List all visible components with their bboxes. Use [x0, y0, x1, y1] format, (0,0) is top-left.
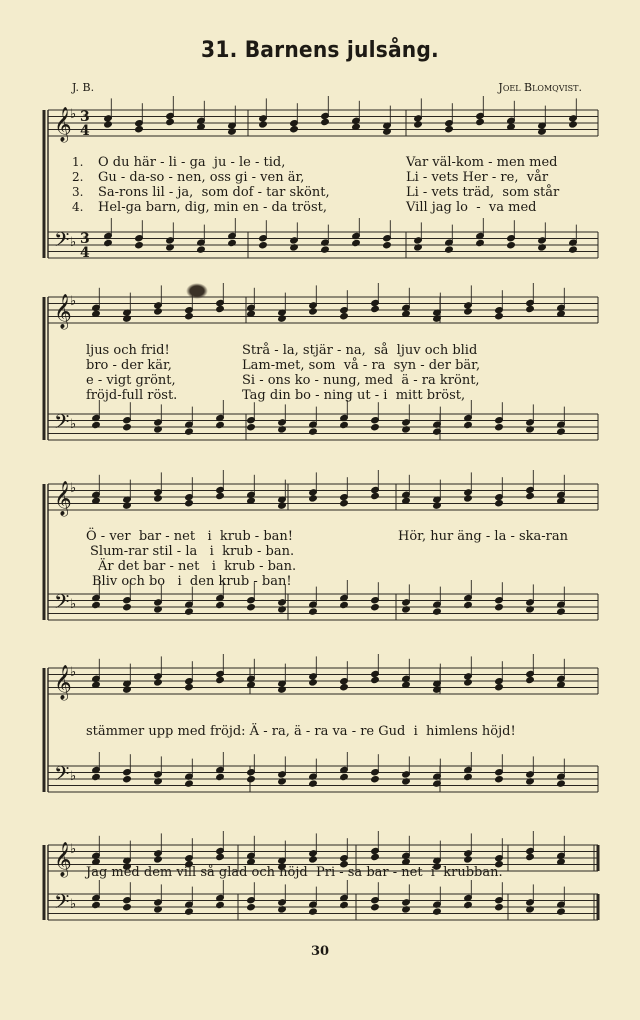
treble-clef: 𝄞 [54, 481, 72, 516]
note-head [433, 908, 442, 915]
lyric-line: Tag din bo - ning ut - i mitt bröst, [242, 388, 466, 403]
lyric-line: Ö - ver bar - net i krub - ban! [86, 529, 293, 544]
note-head [309, 489, 318, 496]
treble-clef: 𝄞 [54, 665, 72, 700]
note-head [464, 495, 473, 502]
note-head [216, 901, 225, 908]
note-head [464, 601, 473, 608]
note-head [526, 486, 535, 493]
note-head [445, 120, 454, 127]
note-head [464, 489, 473, 496]
note-head [185, 500, 194, 507]
flat-sign: ♭ [70, 417, 77, 432]
note-head [371, 897, 380, 904]
note-head [123, 597, 132, 604]
note-head [154, 679, 163, 686]
note-head [340, 678, 349, 685]
note-head [464, 302, 473, 309]
note-head [371, 299, 380, 306]
bass-clef: 𝄢 [54, 890, 70, 918]
note-head [185, 313, 194, 320]
hymn-title: 31. Barnens julsång. [201, 38, 439, 63]
note-head [247, 776, 256, 783]
page-number: 30 [310, 944, 330, 959]
note-head [321, 118, 330, 125]
note-head [340, 773, 349, 780]
note-head [371, 676, 380, 683]
note-head [104, 115, 113, 122]
note-head [154, 850, 163, 857]
note-head [340, 855, 349, 862]
note-head [321, 112, 330, 119]
note-head [309, 780, 318, 787]
note-head [495, 417, 504, 424]
note-head [216, 853, 225, 860]
note-head [495, 597, 504, 604]
lyric-line: Strå - la, stjär - na, så ljuv och blid [242, 343, 478, 358]
note-head [290, 120, 299, 127]
note-head [569, 115, 578, 122]
note-head [216, 670, 225, 677]
note-head [92, 421, 101, 428]
note-head [383, 128, 392, 135]
verse-number: 3. [72, 185, 84, 199]
verse-number: 1. [72, 155, 84, 169]
note-head [247, 604, 256, 611]
note-head [247, 417, 256, 424]
note-head [309, 679, 318, 686]
treble-clef: 𝄞 [54, 294, 72, 329]
note-head [123, 424, 132, 431]
flat-sign: ♭ [70, 294, 77, 309]
note-head [216, 601, 225, 608]
note-head [185, 908, 194, 915]
note-head [495, 307, 504, 314]
note-head [104, 121, 113, 128]
note-head [185, 780, 194, 787]
treble-clef: 𝄞 [54, 842, 72, 877]
note-head [166, 118, 175, 125]
note-head [383, 242, 392, 249]
lyric-line: Bliv och bo i den krub - ban! [92, 574, 292, 589]
lyricist-credit: J. B. [72, 81, 95, 94]
note-head [135, 242, 144, 249]
note-head [383, 235, 392, 242]
time-signature: 4 [80, 123, 90, 139]
note-head [92, 901, 101, 908]
note-head [414, 115, 423, 122]
note-head [247, 897, 256, 904]
note-head [526, 847, 535, 854]
flat-sign: ♭ [70, 842, 77, 857]
note-head [526, 492, 535, 499]
note-head [371, 604, 380, 611]
note-head [216, 847, 225, 854]
bass-clef: 𝄢 [54, 762, 70, 790]
lyric-line: fröjd-full röst. [86, 388, 178, 403]
note-head [402, 899, 411, 906]
note-head [371, 424, 380, 431]
lyric-line: e - vigt grönt, [86, 373, 176, 388]
bass-clef: 𝄢 [54, 410, 70, 438]
note-head [185, 428, 194, 435]
note-head [247, 904, 256, 911]
note-head [538, 237, 547, 244]
note-head [526, 670, 535, 677]
note-head [278, 899, 287, 906]
note-head [185, 855, 194, 862]
lyric-line: stämmer upp med fröjd: Ä - ra, ä - ra va - re Gud i himlens höjd! [86, 724, 516, 739]
lyric-line: bro - der kär, [86, 358, 172, 373]
note-head [216, 676, 225, 683]
note-head [135, 126, 144, 133]
note-head [495, 494, 504, 501]
note-head [278, 419, 287, 426]
treble-clef: 𝄞 [54, 107, 72, 142]
note-head [495, 769, 504, 776]
composer-credit: Joel Blomqvist. [498, 81, 582, 94]
note-head [92, 773, 101, 780]
note-head [216, 486, 225, 493]
note-head [154, 673, 163, 680]
note-head [371, 853, 380, 860]
note-head [247, 769, 256, 776]
note-head [476, 239, 485, 246]
note-head [154, 302, 163, 309]
note-head [278, 315, 287, 322]
note-head [309, 428, 318, 435]
note-head [464, 421, 473, 428]
note-head [278, 599, 287, 606]
note-head [557, 608, 566, 615]
note-head [371, 904, 380, 911]
note-head [216, 492, 225, 499]
note-head [290, 126, 299, 133]
note-head [185, 608, 194, 615]
lyric-line: O du här - li - ga ju - le - tid, [98, 155, 286, 170]
note-head [464, 308, 473, 315]
time-signature: 4 [80, 245, 90, 261]
note-head [476, 118, 485, 125]
note-head [445, 246, 454, 253]
lyric-line: Li - vets Her - re, vår [406, 170, 549, 185]
note-head [569, 246, 578, 253]
note-head [340, 421, 349, 428]
note-head [340, 500, 349, 507]
note-head [445, 126, 454, 133]
note-head [166, 112, 175, 119]
note-head [154, 308, 163, 315]
note-head [309, 608, 318, 615]
note-head [402, 771, 411, 778]
note-head [247, 597, 256, 604]
note-head [185, 684, 194, 691]
flat-sign: ♭ [70, 665, 77, 680]
note-head [371, 492, 380, 499]
note-head [123, 315, 132, 322]
note-head [309, 673, 318, 680]
note-head [495, 678, 504, 685]
lyric-line: Sa-rons lil - ja, som dof - tar skönt, [98, 185, 330, 200]
flat-sign: ♭ [70, 769, 77, 784]
note-head [402, 419, 411, 426]
note-head [340, 307, 349, 314]
note-head [259, 115, 268, 122]
verse-number: 4. [72, 200, 84, 214]
note-head [216, 299, 225, 306]
note-head [340, 684, 349, 691]
note-head [464, 856, 473, 863]
note-head [154, 489, 163, 496]
note-head [135, 235, 144, 242]
note-head [414, 121, 423, 128]
lyric-line: Är det bar - net i krub - ban. [98, 559, 297, 574]
note-head [526, 299, 535, 306]
note-head [290, 237, 299, 244]
note-head [352, 239, 361, 246]
note-head [371, 670, 380, 677]
note-head [569, 121, 578, 128]
note-head [123, 502, 132, 509]
note-head [526, 899, 535, 906]
note-head [309, 908, 318, 915]
note-head [216, 773, 225, 780]
note-head [123, 604, 132, 611]
note-head [278, 502, 287, 509]
note-head [495, 604, 504, 611]
time-signature: 3 [80, 109, 90, 125]
note-head [340, 601, 349, 608]
note-head [464, 673, 473, 680]
note-head [216, 421, 225, 428]
note-head [526, 305, 535, 312]
note-head [526, 853, 535, 860]
note-head [216, 305, 225, 312]
note-head [154, 856, 163, 863]
note-head [371, 486, 380, 493]
note-head [309, 495, 318, 502]
note-head [495, 855, 504, 862]
note-head [371, 847, 380, 854]
lyric-line: Slum-rar stil - la i krub - ban. [90, 544, 295, 559]
note-head [154, 495, 163, 502]
note-head [464, 850, 473, 857]
note-head [526, 676, 535, 683]
note-head [123, 769, 132, 776]
lyric-line: Vill jag lo - va med [406, 200, 537, 215]
note-head [507, 242, 516, 249]
note-head [371, 769, 380, 776]
note-head [340, 494, 349, 501]
lyric-line: Li - vets träd, som står [406, 185, 560, 200]
ink-stain [186, 283, 208, 299]
note-head [123, 776, 132, 783]
note-head [247, 424, 256, 431]
note-head [495, 684, 504, 691]
bass-clef: 𝄢 [54, 228, 70, 256]
note-head [495, 313, 504, 320]
note-head [464, 773, 473, 780]
flat-sign: ♭ [70, 481, 77, 496]
note-head [92, 601, 101, 608]
note-head [371, 417, 380, 424]
note-head [228, 239, 237, 246]
time-signature: 3 [80, 231, 90, 247]
note-head [476, 112, 485, 119]
note-head [123, 897, 132, 904]
flat-sign: ♭ [70, 235, 77, 250]
note-head [557, 780, 566, 787]
lyric-line: Jag med dem vill så glad och nöjd Pri - sa bar - net i krubban. [86, 865, 503, 880]
note-head [340, 901, 349, 908]
note-head [104, 239, 113, 246]
note-head [371, 597, 380, 604]
note-head [340, 313, 349, 320]
note-head [526, 599, 535, 606]
note-head [495, 904, 504, 911]
note-head [433, 502, 442, 509]
flat-sign: ♭ [70, 597, 77, 612]
note-head [154, 419, 163, 426]
note-head [526, 419, 535, 426]
note-head [259, 242, 268, 249]
note-head [123, 686, 132, 693]
note-head [495, 897, 504, 904]
note-head [197, 246, 206, 253]
lyric-line: Var väl-kom - men med [406, 155, 558, 170]
note-head [414, 237, 423, 244]
note-head [433, 608, 442, 615]
note-head [123, 904, 132, 911]
note-head [557, 908, 566, 915]
note-head [321, 246, 330, 253]
note-head [185, 307, 194, 314]
note-head [464, 901, 473, 908]
note-head [464, 679, 473, 686]
note-head [154, 771, 163, 778]
note-head [228, 128, 237, 135]
note-head [154, 899, 163, 906]
note-head [309, 302, 318, 309]
note-head [185, 678, 194, 685]
note-head [278, 686, 287, 693]
lyric-line: Hel-ga barn, dig, min en - da tröst, [98, 200, 327, 215]
flat-sign: ♭ [70, 897, 77, 912]
note-head [507, 235, 516, 242]
note-head [309, 856, 318, 863]
note-head [154, 599, 163, 606]
note-head [495, 776, 504, 783]
note-head [371, 305, 380, 312]
note-head [309, 308, 318, 315]
note-head [526, 771, 535, 778]
verse-number: 2. [72, 170, 84, 184]
note-head [259, 121, 268, 128]
note-head [278, 771, 287, 778]
lyric-line: Gu - da-so - nen, oss gi - ven är, [98, 170, 305, 185]
lyric-line: Hör, hur äng - la - ska-ran [398, 529, 569, 544]
lyric-line: ljus och frid! [86, 343, 170, 358]
note-head [538, 128, 547, 135]
note-head [259, 235, 268, 242]
note-head [123, 417, 132, 424]
note-head [166, 237, 175, 244]
note-head [495, 500, 504, 507]
note-head [402, 599, 411, 606]
note-head [495, 424, 504, 431]
flat-sign: ♭ [70, 107, 77, 122]
note-head [371, 776, 380, 783]
note-head [185, 494, 194, 501]
bass-clef: 𝄢 [54, 590, 70, 618]
note-head [557, 428, 566, 435]
note-head [309, 850, 318, 857]
note-head [135, 120, 144, 127]
lyric-line: Lam-met, som vå - ra syn - der bär, [242, 358, 481, 373]
lyric-line: Si - ons ko - nung, med ä - ra krönt, [242, 373, 480, 388]
